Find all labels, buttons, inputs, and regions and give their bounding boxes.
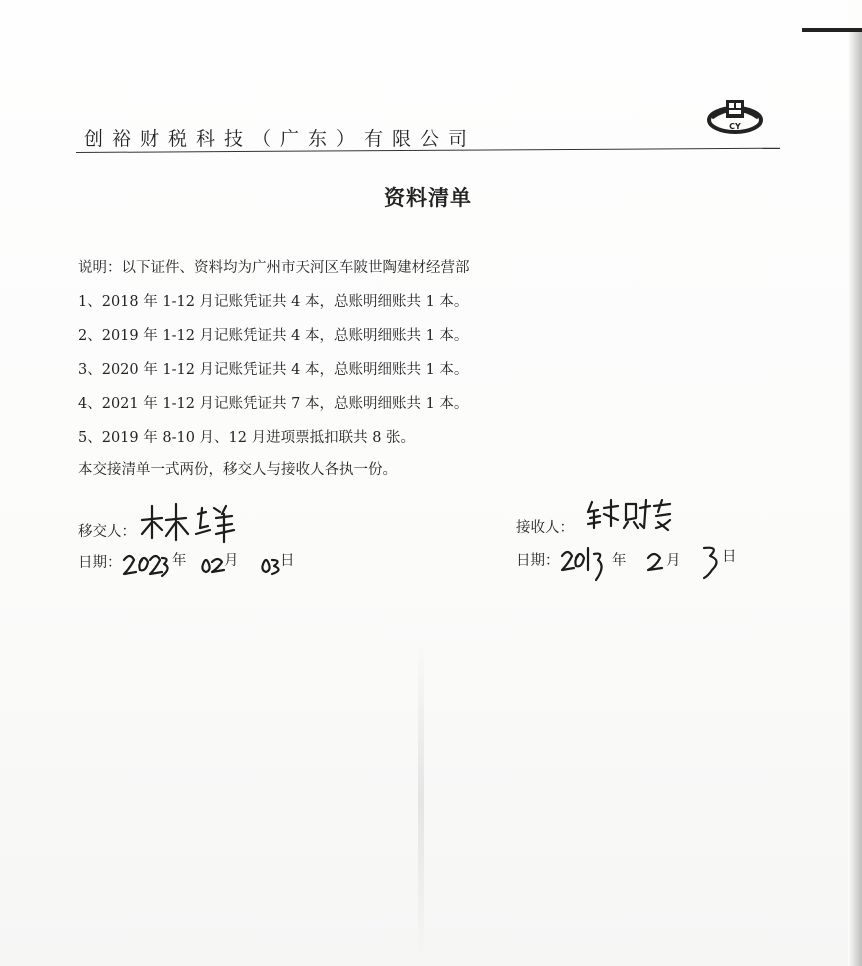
list-item-2: 2、2019 年 1-12 月记账凭证共 4 本，总账明细账共 1 本。: [78, 328, 469, 344]
handover-day-unit: 日: [280, 553, 295, 569]
handover-date-label: 日期：: [78, 555, 122, 571]
handover-date-year-handwritten: [120, 548, 172, 582]
list-item-5: 5、2019 年 8-10 月、12 月进项票抵扣联共 8 张。: [78, 430, 416, 446]
logo-text: CY: [729, 122, 741, 131]
page-corner-mark: [802, 28, 862, 32]
intro-text: 说明：以下证件、资料均为广州市天河区车陂世陶建材经营部: [78, 260, 470, 276]
receiver-label: 接收人：: [516, 520, 574, 536]
handover-label: 移交人：: [78, 524, 136, 540]
paper-fold-mark: [418, 640, 424, 960]
handover-year-unit: 年: [172, 553, 187, 569]
company-letterhead: 创裕财税科技（广东）有限公司: [84, 128, 477, 150]
receiver-date-year-handwritten: [560, 540, 610, 584]
receiver-year-unit: 年: [612, 553, 627, 569]
handover-month-unit: 月: [224, 553, 239, 569]
receiver-month-unit: 月: [666, 553, 681, 569]
receiver-date-day-handwritten: [700, 540, 724, 580]
company-logo-seal-icon: [704, 98, 766, 138]
handover-signature: [136, 498, 246, 546]
receiver-date-label: 日期：: [516, 553, 560, 569]
document-title: 资料清单: [384, 185, 472, 210]
page-edge-shadow: [848, 30, 862, 966]
list-item-1: 1、2018 年 1-12 月记账凭证共 4 本，总账明细账共 1 本。: [78, 294, 469, 310]
list-item-3: 3、2020 年 1-12 月记账凭证共 4 本，总账明细账共 1 本。: [78, 362, 469, 378]
receiver-date-month-handwritten: [644, 548, 666, 574]
list-item-4: 4、2021 年 1-12 月记账凭证共 7 本，总账明细账共 1 本。: [78, 396, 469, 412]
receiver-day-unit: 日: [722, 549, 737, 565]
handover-date-month-handwritten: [198, 552, 226, 576]
receiver-signature: [584, 494, 676, 534]
closing-text: 本交接清单一式两份，移交人与接收人各执一份。: [78, 462, 397, 478]
